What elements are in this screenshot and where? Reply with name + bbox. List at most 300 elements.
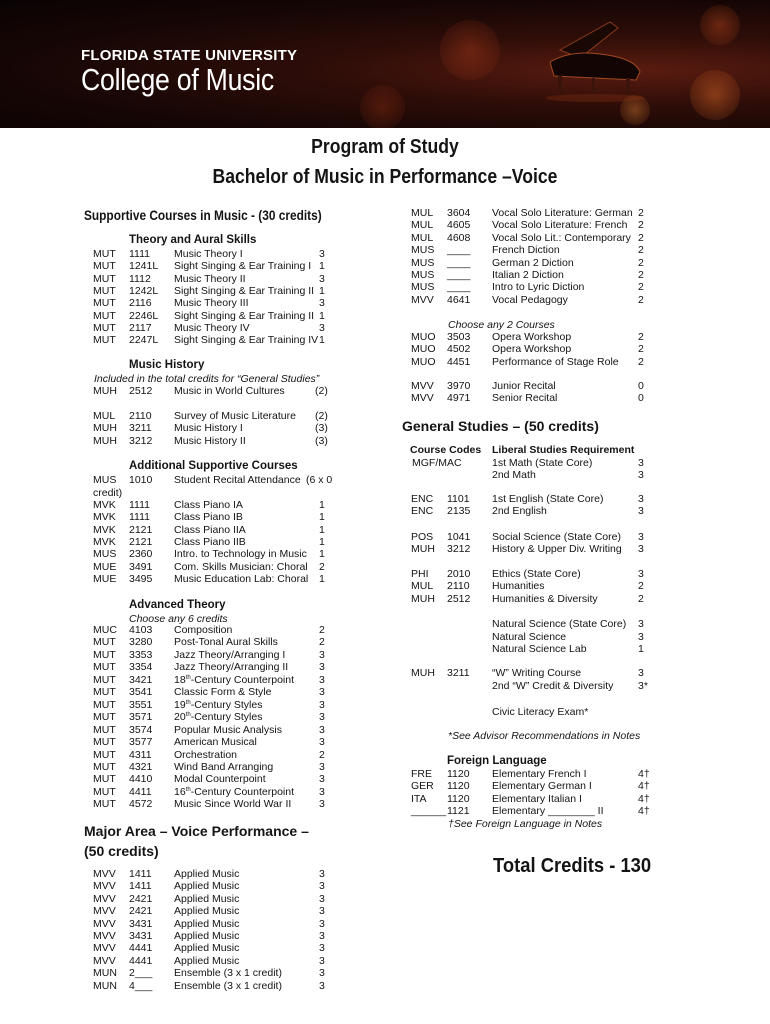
course-title: Natural Science (State Core) — [492, 618, 627, 630]
course-number: 1010 — [129, 474, 153, 486]
course-prefix: MUT — [93, 711, 116, 724]
course-credits: 3 — [319, 686, 325, 699]
course-number: 3574 — [129, 723, 153, 736]
course-number: 1120 — [447, 768, 470, 780]
course-number: 1111 — [129, 511, 151, 524]
course-number: 3551 — [129, 698, 153, 711]
course-prefix: MVV — [93, 930, 116, 942]
course-prefix: MUT — [93, 648, 116, 661]
course-credits: 1 — [319, 499, 325, 511]
advanced-heading: Advanced Theory — [129, 599, 226, 611]
course-title: Applied Music — [174, 942, 240, 955]
course-title: 19th-Century Styles — [174, 698, 263, 711]
course-credits: 1 — [319, 334, 325, 347]
course-prefix: MUT — [93, 661, 116, 674]
course-credits: 2 — [638, 269, 644, 281]
course-prefix: MVV — [411, 392, 434, 405]
course-credits: 2 — [638, 331, 644, 343]
major-heading: Major Area – Voice Performance – — [84, 823, 309, 839]
course-credits: 3 — [319, 272, 325, 285]
course-prefix: MUT — [93, 322, 116, 335]
course-credits: 3 — [638, 568, 644, 580]
course-number: 1411 — [129, 880, 152, 893]
course-credits: 3 — [319, 648, 325, 661]
course-credits: 3 — [319, 798, 325, 811]
course-title: Vocal Solo Lit.: Contemporary — [492, 231, 631, 244]
course-credits: 3 — [638, 505, 644, 518]
course-prefix: MUH — [411, 667, 435, 679]
general-heading: General Studies – (50 credits) — [402, 418, 599, 434]
course-number: 3211 — [129, 422, 152, 435]
course-credits: 3 — [638, 531, 644, 543]
course-credits: 3* — [638, 679, 648, 692]
course-prefix: MVV — [93, 892, 116, 905]
course-title: Applied Music — [174, 892, 240, 905]
course-number: 4441 — [129, 942, 153, 955]
course-prefix: MUN — [93, 979, 117, 992]
course-prefix: ITA — [411, 792, 427, 805]
course-prefix: MUT — [93, 272, 116, 285]
course-title: Sight Singing & Ear Training II — [174, 309, 315, 322]
course-credits: (3) — [315, 422, 328, 435]
course-prefix: MUS — [93, 474, 117, 486]
course-title: Applied Music — [174, 905, 240, 918]
course-prefix: MVK — [93, 499, 116, 511]
course-prefix: MUE — [93, 573, 117, 586]
course-number: 2360 — [129, 548, 153, 561]
course-number: ____ — [447, 269, 471, 281]
course-number: 4441 — [129, 954, 153, 967]
course-prefix: MVV — [93, 954, 116, 967]
course-prefix: ENC — [411, 493, 434, 505]
course-title: Class Piano IB — [174, 511, 243, 524]
university-name: FLORIDA STATE UNIVERSITY — [81, 47, 298, 64]
course-title: Music Education Lab: Choral — [174, 573, 309, 586]
course-prefix: MUT — [93, 736, 116, 749]
course-title: Class Piano IIB — [174, 536, 246, 549]
course-number: 1111 — [129, 499, 151, 511]
course-credits: 1 — [638, 643, 644, 656]
course-credits: 3 — [319, 711, 325, 724]
course-number: 4572 — [129, 798, 153, 811]
course-title: Student Recital Attendance — [174, 474, 301, 486]
course-credits: 3 — [319, 723, 325, 736]
course-number: 3280 — [129, 636, 153, 649]
course-prefix: MUO — [411, 343, 436, 356]
course-title: Senior Recital — [492, 392, 558, 405]
course-credits: 3 — [319, 248, 325, 260]
course-credits: 0 — [638, 380, 644, 392]
course-number: 3211 — [447, 667, 470, 679]
course-number: 3571 — [129, 711, 153, 724]
course-prefix: FRE — [411, 768, 432, 780]
course-prefix: POS — [411, 531, 434, 543]
advanced-note: Choose any 6 credits — [129, 613, 228, 625]
course-credits: 3 — [638, 543, 644, 556]
course-title: Popular Music Analysis — [174, 723, 282, 736]
course-title: Intro to Lyric Diction — [492, 281, 585, 294]
page-title: Program of Study — [311, 136, 459, 158]
course-title: Applied Music — [174, 868, 240, 880]
course-prefix: MUT — [93, 248, 116, 260]
course-codes-sub: MGF/MAC — [412, 457, 462, 469]
course-credits: 3 — [319, 698, 325, 711]
course-prefix: MUL — [411, 219, 434, 232]
course-prefix: MUT — [93, 285, 116, 298]
course-prefix: MVV — [93, 942, 116, 955]
course-title: Vocal Solo Literature: German — [492, 207, 633, 219]
course-title: Performance of Stage Role — [492, 355, 619, 368]
course-number: 4311 — [129, 748, 152, 761]
supportive-heading: Supportive Courses in Music - (30 credits) — [84, 208, 322, 223]
course-prefix: MUL — [411, 231, 434, 244]
course-prefix: MUN — [93, 967, 117, 980]
course-credits: 3 — [319, 760, 325, 773]
course-credits: 1 — [319, 573, 325, 586]
course-title: 1st Math (State Core) — [492, 457, 593, 469]
course-number: 2121 — [129, 536, 153, 549]
history-note: Included in the total credits for “General Studies” — [94, 373, 320, 385]
course-title: Music Theory II — [174, 272, 246, 285]
course-number: 3541 — [129, 686, 153, 699]
course-number: 3970 — [447, 380, 471, 392]
course-credits: 3 — [319, 954, 325, 967]
course-credits: 2 — [638, 592, 644, 605]
course-credits: 1 — [319, 511, 325, 524]
course-credits: 3 — [638, 457, 644, 469]
course-prefix: MUS — [411, 256, 435, 269]
course-prefix: MUS — [411, 269, 435, 281]
course-prefix: MUH — [411, 543, 435, 556]
course-number: 2246L — [129, 309, 159, 322]
course-prefix: MUH — [411, 592, 435, 605]
course-prefix: MUT — [93, 297, 116, 310]
course-prefix: MUL — [411, 207, 434, 219]
course-number: 4608 — [447, 231, 471, 244]
course-credits: 3 — [638, 667, 644, 679]
course-credits: 2 — [638, 207, 644, 219]
course-title: German 2 Diction — [492, 256, 574, 269]
course-credits: 3 — [319, 917, 325, 930]
course-title: “W” Writing Course — [492, 667, 582, 679]
course-prefix: MVV — [93, 880, 116, 893]
total-credits: Total Credits - 130 — [493, 855, 652, 877]
course-credits: 1 — [319, 536, 325, 549]
advisor-note: *See Advisor Recommendations in Notes — [448, 730, 641, 742]
course-credits: 2 — [638, 256, 644, 269]
liberal-studies-header: Liberal Studies Requirement — [492, 444, 635, 456]
header-banner — [0, 0, 770, 128]
course-title: Vocal Solo Literature: French — [492, 219, 628, 232]
course-title: Jazz Theory/Arranging II — [174, 661, 289, 674]
course-title: Sight Singing & Ear Training II — [174, 285, 315, 298]
course-credits: 3 — [319, 773, 325, 786]
course-credits: 1 — [319, 309, 325, 322]
course-prefix: MUL — [411, 580, 434, 593]
course-number: 1112 — [129, 272, 151, 285]
course-number: 2247L — [129, 334, 159, 347]
course-prefix: MUT — [93, 785, 116, 798]
course-number: 4971 — [447, 392, 471, 405]
course-credits: 3 — [319, 905, 325, 918]
course-prefix: MUS — [411, 244, 435, 257]
course-number: 1120 — [447, 780, 470, 793]
course-credits: 4† — [638, 780, 650, 793]
course-title: 2nd Math — [492, 469, 536, 482]
course-title: Modal Counterpoint — [174, 773, 266, 786]
course-credits: 1 — [319, 548, 325, 561]
course-number: ____ — [447, 256, 471, 269]
course-credits: 3 — [319, 736, 325, 749]
course-title: Class Piano IIA — [174, 523, 246, 536]
theory-heading: Theory and Aural Skills — [129, 234, 257, 246]
course-number: 3503 — [447, 331, 471, 343]
history-heading: Music History — [129, 359, 205, 371]
course-credits: 2 — [319, 624, 325, 636]
course-credits: 2 — [638, 244, 644, 257]
course-title: 2nd English — [492, 505, 547, 518]
course-title: Ensemble (3 x 1 credit) — [174, 967, 282, 980]
course-credits: (2) — [315, 385, 328, 397]
course-prefix: MVV — [93, 917, 116, 930]
course-number: 3421 — [129, 673, 153, 686]
course-prefix: MUO — [411, 355, 436, 368]
course-title: Opera Workshop — [492, 343, 572, 356]
course-title: Opera Workshop — [492, 331, 572, 343]
course-number: 2421 — [129, 892, 153, 905]
course-title: Orchestration — [174, 748, 238, 761]
course-credits: 2 — [638, 293, 644, 306]
opera-note: Choose any 2 Courses — [448, 319, 555, 331]
course-credits: (3) — [315, 434, 328, 447]
course-prefix: MUT — [93, 723, 116, 736]
course-title: Intro. to Technology in Music — [174, 548, 307, 561]
course-credits: 3 — [319, 880, 325, 893]
course-credits: 4† — [638, 768, 650, 780]
course-title: Music Theory IV — [174, 322, 250, 335]
course-number: 3354 — [129, 661, 153, 674]
course-prefix: MUT — [93, 673, 116, 686]
course-credits: 3 — [319, 967, 325, 980]
course-credits: 2 — [638, 580, 644, 593]
course-prefix: MVK — [93, 511, 116, 524]
course-title: Elementary German I — [492, 780, 592, 793]
course-prefix: MUT — [93, 698, 116, 711]
course-number: 3212 — [447, 543, 471, 556]
course-title: Natural Science Lab — [492, 643, 587, 656]
course-title: Music History II — [174, 434, 246, 447]
course-title: Survey of Music Literature — [174, 410, 296, 422]
course-title: Music Since World War II — [174, 798, 292, 811]
course-prefix: MUH — [93, 434, 117, 447]
course-prefix: MUT — [93, 334, 116, 347]
course-number: 2110 — [129, 410, 152, 422]
course-prefix: MUT — [93, 260, 116, 273]
course-number: ____ — [447, 281, 471, 294]
course-title: 18th-Century Counterpoint — [174, 673, 295, 686]
course-number: 1121 — [447, 805, 470, 818]
course-prefix: MVV — [93, 905, 116, 918]
course-prefix: MUC — [93, 624, 117, 636]
course-number: 4321 — [129, 760, 153, 773]
course-credits: 1 — [319, 285, 325, 298]
course-title: Ensemble (3 x 1 credit) — [174, 979, 282, 992]
course-prefix: MVK — [93, 536, 116, 549]
course-number: 1111 — [129, 248, 151, 260]
course-title: American Musical — [174, 736, 257, 749]
course-credits: 3 — [319, 930, 325, 942]
course-prefix: MUH — [93, 422, 117, 435]
course-title: Post-Tonal Aural Skills — [174, 636, 278, 649]
course-number: 4___ — [129, 979, 153, 992]
course-title: Elementary French I — [492, 768, 587, 780]
course-prefix: ______ — [411, 805, 447, 818]
course-number: 2512 — [129, 385, 153, 397]
course-title: Music Theory III — [174, 297, 249, 310]
course-credits: 2 — [638, 355, 644, 368]
recital-credit-wrap: credit) — [93, 487, 123, 499]
civic-literacy: Civic Literacy Exam* — [492, 706, 589, 718]
course-credits: 2 — [638, 231, 644, 244]
course-prefix: MUT — [93, 748, 116, 761]
course-number: 3577 — [129, 736, 153, 749]
course-number: 2512 — [447, 592, 471, 605]
course-credits: 3 — [319, 892, 325, 905]
course-title: History & Upper Div. Writing — [492, 543, 622, 556]
course-prefix: MUT — [93, 686, 116, 699]
course-number: 3431 — [129, 917, 153, 930]
language-note: †See Foreign Language in Notes — [448, 818, 603, 830]
course-title: Music History I — [174, 422, 243, 435]
course-credits: 2 — [319, 748, 325, 761]
course-prefix: MUT — [93, 798, 116, 811]
course-credits: 3 — [319, 868, 325, 880]
course-number: 3212 — [129, 434, 153, 447]
course-prefix: MUT — [93, 773, 116, 786]
course-credits: (2) — [315, 410, 328, 422]
course-credits: 0 — [638, 392, 644, 405]
course-credits: (6 x 0 — [306, 474, 333, 486]
course-title: Composition — [174, 624, 233, 636]
course-number: 2117 — [129, 322, 152, 335]
course-title: Com. Skills Musician: Choral — [174, 560, 308, 573]
course-credits: 2 — [638, 281, 644, 294]
course-prefix: MUS — [411, 281, 435, 294]
course-title: 16th-Century Counterpoint — [174, 785, 295, 798]
course-title: Sight Singing & Ear Training I — [174, 260, 312, 273]
course-credits: 4† — [638, 805, 650, 818]
page-subtitle: Bachelor of Music in Performance –Voice — [212, 166, 558, 188]
major-heading-credits: (50 credits) — [84, 843, 159, 859]
course-number: 4410 — [129, 773, 153, 786]
course-number: 4502 — [447, 343, 471, 356]
course-prefix: MUT — [93, 760, 116, 773]
course-prefix: MVK — [93, 523, 116, 536]
course-title: Sight Singing & Ear Training IV — [174, 334, 319, 347]
college-name: College of Music — [81, 62, 274, 97]
course-prefix: MUS — [93, 548, 117, 561]
course-credits: 1 — [319, 523, 325, 536]
course-credits: 4† — [638, 792, 650, 805]
grand-piano-image — [540, 10, 650, 110]
course-number: 2___ — [129, 967, 153, 980]
course-prefix: MUE — [93, 560, 117, 573]
course-title: Jazz Theory/Arranging I — [174, 648, 286, 661]
course-credits: 3 — [638, 469, 644, 482]
course-codes-header: Course Codes — [410, 444, 482, 456]
course-number: 1241L — [129, 260, 159, 273]
course-prefix: MUL — [93, 410, 116, 422]
course-credits: 3 — [319, 785, 325, 798]
course-title: Junior Recital — [492, 380, 556, 392]
foreign-language-heading: Foreign Language — [447, 755, 547, 767]
additional-heading: Additional Supportive Courses — [129, 460, 298, 472]
course-credits: 3 — [319, 661, 325, 674]
course-number: 2121 — [129, 523, 153, 536]
course-credits: 3 — [319, 942, 325, 955]
course-credits: 2 — [638, 219, 644, 232]
course-title: 2nd “W” Credit & Diversity — [492, 679, 614, 692]
course-credits: 3 — [319, 322, 325, 335]
course-title: Natural Science — [492, 630, 567, 643]
course-credits: 3 — [638, 630, 644, 643]
course-number: 1041 — [447, 531, 471, 543]
course-prefix: MUH — [93, 385, 117, 397]
course-number: 4411 — [129, 785, 152, 798]
course-prefix: PHI — [411, 568, 429, 580]
course-prefix: MUT — [93, 309, 116, 322]
course-credits: 1 — [319, 260, 325, 273]
course-title: Class Piano IA — [174, 499, 243, 511]
course-credits: 2 — [319, 560, 325, 573]
course-number: 1101 — [447, 493, 470, 505]
course-prefix: MVV — [411, 293, 434, 306]
course-number: 3353 — [129, 648, 153, 661]
course-prefix: GER — [411, 780, 434, 793]
course-title: Applied Music — [174, 930, 240, 942]
course-title: Social Science (State Core) — [492, 531, 621, 543]
course-credits: 3 — [319, 979, 325, 992]
course-title: Music in World Cultures — [174, 385, 285, 397]
course-title: Applied Music — [174, 917, 240, 930]
course-title: Vocal Pedagogy — [492, 293, 568, 306]
course-number: 2135 — [447, 505, 471, 518]
course-number: 4605 — [447, 219, 471, 232]
course-prefix: MVV — [411, 380, 434, 392]
course-title: Music Theory I — [174, 248, 243, 260]
course-number: 1242L — [129, 285, 159, 298]
course-credits: 2 — [638, 343, 644, 356]
course-number: 4103 — [129, 624, 153, 636]
course-number: 1411 — [129, 868, 152, 880]
course-prefix: MVV — [93, 868, 116, 880]
course-title: Elementary Italian I — [492, 792, 582, 805]
course-title: Italian 2 Diction — [492, 269, 564, 281]
course-number: 4641 — [447, 293, 471, 306]
course-credits: 3 — [319, 673, 325, 686]
course-number: 2010 — [447, 568, 471, 580]
course-title: Humanities & Diversity — [492, 592, 598, 605]
course-title: Humanities — [492, 580, 545, 593]
course-number: 1120 — [447, 792, 470, 805]
course-title: Applied Music — [174, 880, 240, 893]
course-title: French Diction — [492, 244, 560, 257]
course-credits: 3 — [638, 493, 644, 505]
course-number: 2110 — [447, 580, 470, 593]
course-title: 1st English (State Core) — [492, 493, 604, 505]
course-number: 2421 — [129, 905, 153, 918]
course-title: Classic Form & Style — [174, 686, 272, 699]
